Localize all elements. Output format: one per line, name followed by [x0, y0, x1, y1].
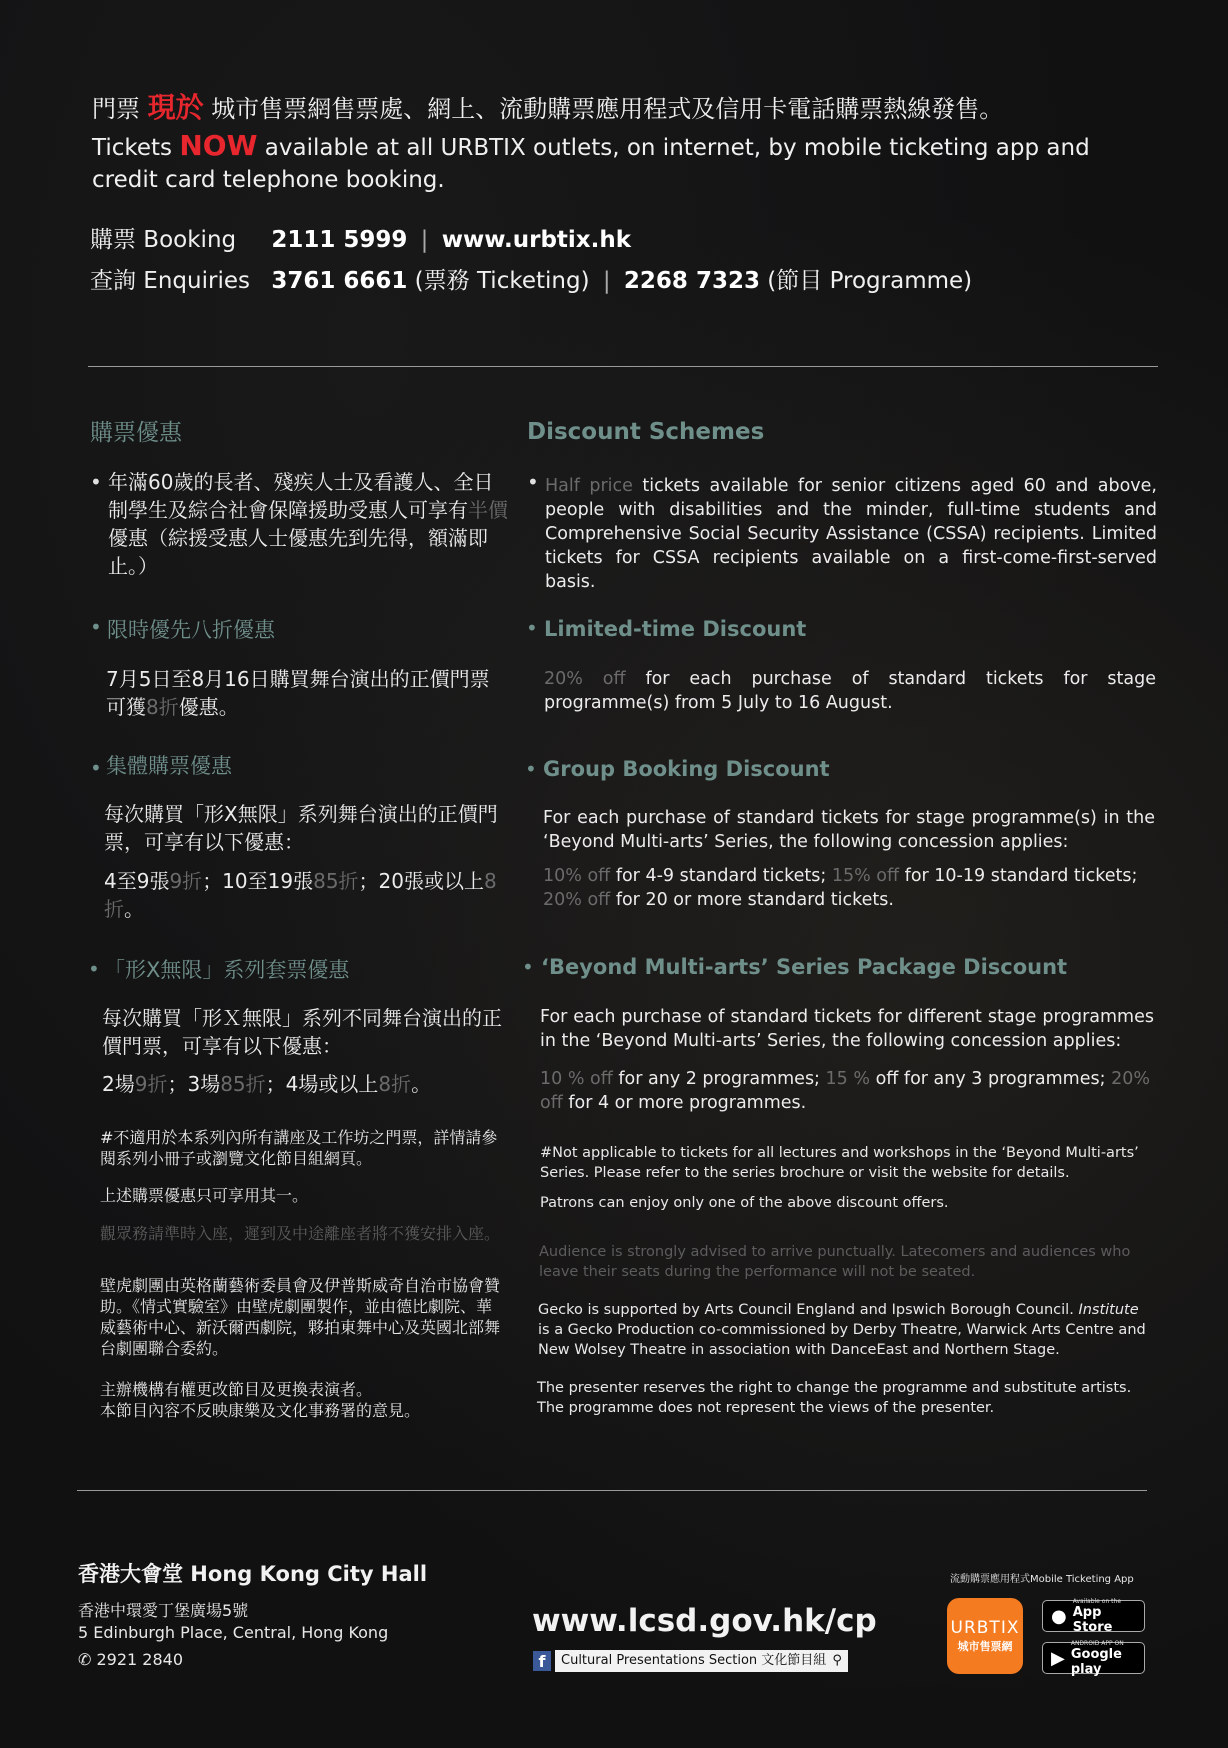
- venue-address-zh: 香港中環愛丁堡廣場5號: [78, 1601, 249, 1620]
- venue-name: 香港大會堂 Hong Kong City Hall: [78, 1562, 428, 1586]
- text: is a Gecko Production co-commissioned by Derby Theatre, Warwick Arts Centre and New Wolsey Theatre in association with DanceEast and Northern Stage.: [538, 1322, 1146, 1358]
- dim-text: 8折: [146, 695, 179, 719]
- enquiries-row: [90, 262, 972, 295]
- divider: |: [420, 227, 429, 253]
- zh-limited-time-text: [106, 665, 506, 721]
- zh-note-views: 本節目內容不反映康樂及文化事務署的意見。: [100, 1401, 421, 1420]
- bullet-icon: •: [522, 955, 534, 979]
- zh-group-text: 每次購買「形X無限」系列舞台演出的正價門票，可享有以下優惠：: [104, 802, 498, 854]
- dim-text: 85折: [313, 869, 359, 893]
- zh-note-one-offer: 上述購票優惠只可享用其一。: [100, 1186, 309, 1205]
- booking-row: [90, 221, 631, 254]
- text: for 4-9 standard tickets;: [615, 866, 827, 886]
- bullet-icon: •: [527, 470, 539, 494]
- notice-suffix-zh: 城市售票網售票處、網上、流動購票應用程式及信用卡電話購票熱線發售。: [211, 95, 1004, 123]
- now-highlight-en: NOW: [179, 129, 258, 162]
- urbtix-app-icon[interactable]: [947, 1598, 1023, 1674]
- text: for 10-19 standard tickets;: [904, 866, 1138, 886]
- en-note-hash: #Not applicable to tickets for all lectures and workshops in the ‘Beyond Multi-arts’ Series. Please refer to the series brochure or visit the website for details.: [540, 1145, 1139, 1181]
- badge-big-text: Google play: [1070, 1646, 1122, 1677]
- en-group-text: For each purchase of standard tickets for stage programme(s) in the ‘Beyond Multi-arts’ Series, the following concession applies:: [543, 808, 1155, 852]
- bullet-icon: •: [526, 616, 538, 640]
- facebook-label: Cultural Presentations Section 文化節目組: [561, 1653, 827, 1668]
- zh-package-text: 每次購買「形Ｘ無限」系列不同舞台演出的正價門票，可享有以下優惠：: [102, 1006, 502, 1058]
- zh-senior-discount: [108, 468, 508, 580]
- text: 優惠（綜援受惠人士優惠先到先得，額滿即止。）: [108, 526, 488, 578]
- dim-text: 9折: [134, 1072, 168, 1096]
- venue-address-en: 5 Edinburgh Place, Central, Hong Kong: [78, 1623, 389, 1642]
- booking-website-link[interactable]: www.urbtix.hk: [441, 227, 632, 253]
- zh-group-rates: [104, 867, 514, 923]
- programme-phone[interactable]: 2268 7323: [623, 268, 760, 294]
- text: tickets available for senior citizens aged 60 and above, people with disabilities and the minder, full-time students and Comprehensive Social Security Assistance (CSSA) recipients. Limited tickets for CSSA recipients available on a first-come-first-served basis.: [545, 476, 1157, 592]
- zh-limited-time-title: 限時優先八折優惠: [107, 618, 275, 642]
- dim-text: 20% off: [544, 669, 626, 689]
- discount-title-zh: 購票優惠: [90, 420, 182, 446]
- dim-text: 10 % off: [540, 1069, 613, 1089]
- ticket-notice-en: [92, 130, 1152, 196]
- zh-note-presenter: 主辦機構有權更改節目及更換表演者。: [100, 1380, 373, 1399]
- en-note-views: The programme does not represent the views of the presenter.: [537, 1400, 995, 1416]
- dim-text: 20% off: [543, 890, 611, 910]
- phone-icon: ✆: [78, 1650, 92, 1669]
- dim-text: 20% off: [540, 1069, 1150, 1113]
- zh-package-rates: [102, 1070, 512, 1098]
- divider: |: [602, 268, 611, 294]
- text: 7月5日至8月16日購買舞台演出的正價門票可獲: [106, 667, 490, 719]
- text: for 4 or more programmes.: [568, 1093, 807, 1113]
- ticketing-phone[interactable]: 3761 6661: [271, 268, 408, 294]
- text: ；20張或以上: [358, 869, 484, 893]
- dim-text: 半價: [468, 498, 508, 522]
- en-note-presenter: The presenter reserves the right to change the programme and substitute artists.: [537, 1380, 1132, 1396]
- badge-small-text: ANDROID APP ON: [1070, 1639, 1124, 1647]
- programme-note: (節目 Programme): [767, 268, 973, 294]
- en-limited-time-text: [544, 667, 1156, 715]
- dim-text: 8折: [104, 869, 497, 921]
- en-package-text: For each purchase of standard tickets for different stage programmes in the ‘Beyond Multi-arts’ Series, the following concession applies:: [540, 1007, 1154, 1051]
- zh-note-latecomers: 觀眾務請準時入座，遲到及中途離座者將不獲安排入座。: [100, 1224, 501, 1243]
- divider-bottom: [77, 1490, 1147, 1491]
- bullet-icon: •: [525, 757, 537, 781]
- apple-icon: ●: [1051, 1605, 1067, 1627]
- bullet-icon: •: [90, 756, 102, 780]
- play-icon: ▶: [1051, 1647, 1065, 1669]
- enquiries-label: 查詢 Enquiries: [90, 268, 250, 294]
- urbtix-logo-text-zh: 城市售票網: [957, 1640, 1013, 1653]
- search-icon[interactable]: ⚲: [832, 1653, 842, 1668]
- en-note-sponsors: [538, 1300, 1154, 1360]
- text: off for any 3 programmes;: [875, 1069, 1106, 1089]
- text: 。: [124, 897, 144, 921]
- notice-prefix-en: Tickets: [92, 135, 173, 161]
- facebook-search-box[interactable]: [555, 1650, 848, 1672]
- ticket-notice-zh: [92, 86, 1003, 126]
- booking-phone[interactable]: 2111 5999: [271, 227, 408, 253]
- zh-note-hash: #不適用於本系列內所有講座及工作坊之門票，詳情請參閱系列小冊子或瀏覽文化節目組網頁。: [100, 1128, 498, 1168]
- text: for 20 or more standard tickets.: [615, 890, 894, 910]
- en-note-one-offer: Patrons can enjoy only one of the above discount offers.: [540, 1195, 949, 1211]
- dim-text: Half price: [545, 476, 633, 496]
- discount-title-en: Discount Schemes: [527, 419, 765, 445]
- dim-text: 9折: [169, 869, 203, 893]
- zh-note-sponsors: 壁虎劇團由英格蘭藝術委員會及伊普斯威奇自治市協會贊助。《情式實驗室》由壁虎劇團製作，並由德比劇院、華威藝術中心、新沃爾西劇院，夥拍東舞中心及英國北部舞台劇團聯合委約。: [100, 1276, 501, 1358]
- lcsd-website-link[interactable]: www.lcsd.gov.hk/cp: [532, 1603, 877, 1639]
- text: Gecko is supported by Arts Council England and Ipswich Borough Council.: [538, 1302, 1074, 1318]
- facebook-icon[interactable]: f: [533, 1651, 551, 1671]
- dim-text: 85折: [220, 1072, 266, 1096]
- en-package-rates: [540, 1067, 1154, 1115]
- ticketing-note: (票務 Ticketing): [414, 268, 590, 294]
- text: 4至9張: [104, 869, 170, 893]
- en-package-title: ‘Beyond Multi-arts’ Series Package Discount: [541, 955, 1068, 979]
- text: ；10至19張: [202, 869, 314, 893]
- dim-text: 15 %: [825, 1069, 871, 1089]
- en-group-title: Group Booking Discount: [543, 757, 830, 781]
- en-limited-time-title: Limited-time Discount: [544, 617, 807, 641]
- text: ；3場: [167, 1072, 221, 1096]
- italic-title: Institute: [1078, 1302, 1139, 1318]
- text: 2場: [102, 1072, 135, 1096]
- dim-text: 15% off: [831, 866, 900, 886]
- text: 優惠。: [178, 695, 239, 719]
- facebook-bar[interactable]: [533, 1650, 848, 1672]
- google-play-badge[interactable]: [1042, 1639, 1145, 1677]
- bullet-icon: •: [90, 470, 102, 494]
- zh-package-title: 「形X無限」系列套票優惠: [104, 958, 350, 982]
- venue-phone[interactable]: 2921 2840: [96, 1650, 184, 1669]
- app-store-badge[interactable]: [1042, 1597, 1145, 1635]
- booking-label: 購票 Booking: [90, 227, 237, 253]
- urbtix-logo-text: URBTIX: [950, 1618, 1020, 1638]
- notice-prefix-zh: 門票: [92, 95, 140, 123]
- badge-small-text: Available on the: [1072, 1597, 1122, 1605]
- now-highlight-zh: 現於: [147, 91, 204, 124]
- bullet-icon: •: [88, 957, 100, 981]
- text: 。: [411, 1072, 432, 1096]
- text: ；4場或以上: [265, 1072, 379, 1096]
- text: for each purchase of standard tickets for stage programme(s) from 5 July to 16 August.: [544, 669, 1156, 713]
- en-group-rates: [543, 864, 1155, 912]
- venue-phone-row: [78, 1650, 183, 1669]
- text: 年滿60歲的長者、殘疾人士及看護人、全日制學生及綜合社會保障援助受惠人可享有: [108, 470, 494, 522]
- dim-text: 8折: [378, 1072, 412, 1096]
- dim-text: 10% off: [543, 866, 611, 886]
- badge-big-text: App Store: [1072, 1604, 1113, 1635]
- zh-group-title: 集體購票優惠: [106, 754, 232, 778]
- en-note-latecomers: Audience is strongly advised to arrive punctually. Latecomers and audiences who leave their seats during the performance will not be seated.: [539, 1244, 1131, 1280]
- notice-suffix-en: available at all URBTIX outlets, on internet, by mobile ticketing app and credit card telephone booking.: [92, 135, 1090, 193]
- text: for any 2 programmes;: [618, 1069, 820, 1089]
- mobile-app-title: 流動購票應用程式Mobile Ticketing App: [950, 1574, 1134, 1585]
- en-senior-discount: [545, 474, 1157, 594]
- bullet-icon: •: [90, 615, 102, 639]
- divider-top: [88, 366, 1158, 367]
